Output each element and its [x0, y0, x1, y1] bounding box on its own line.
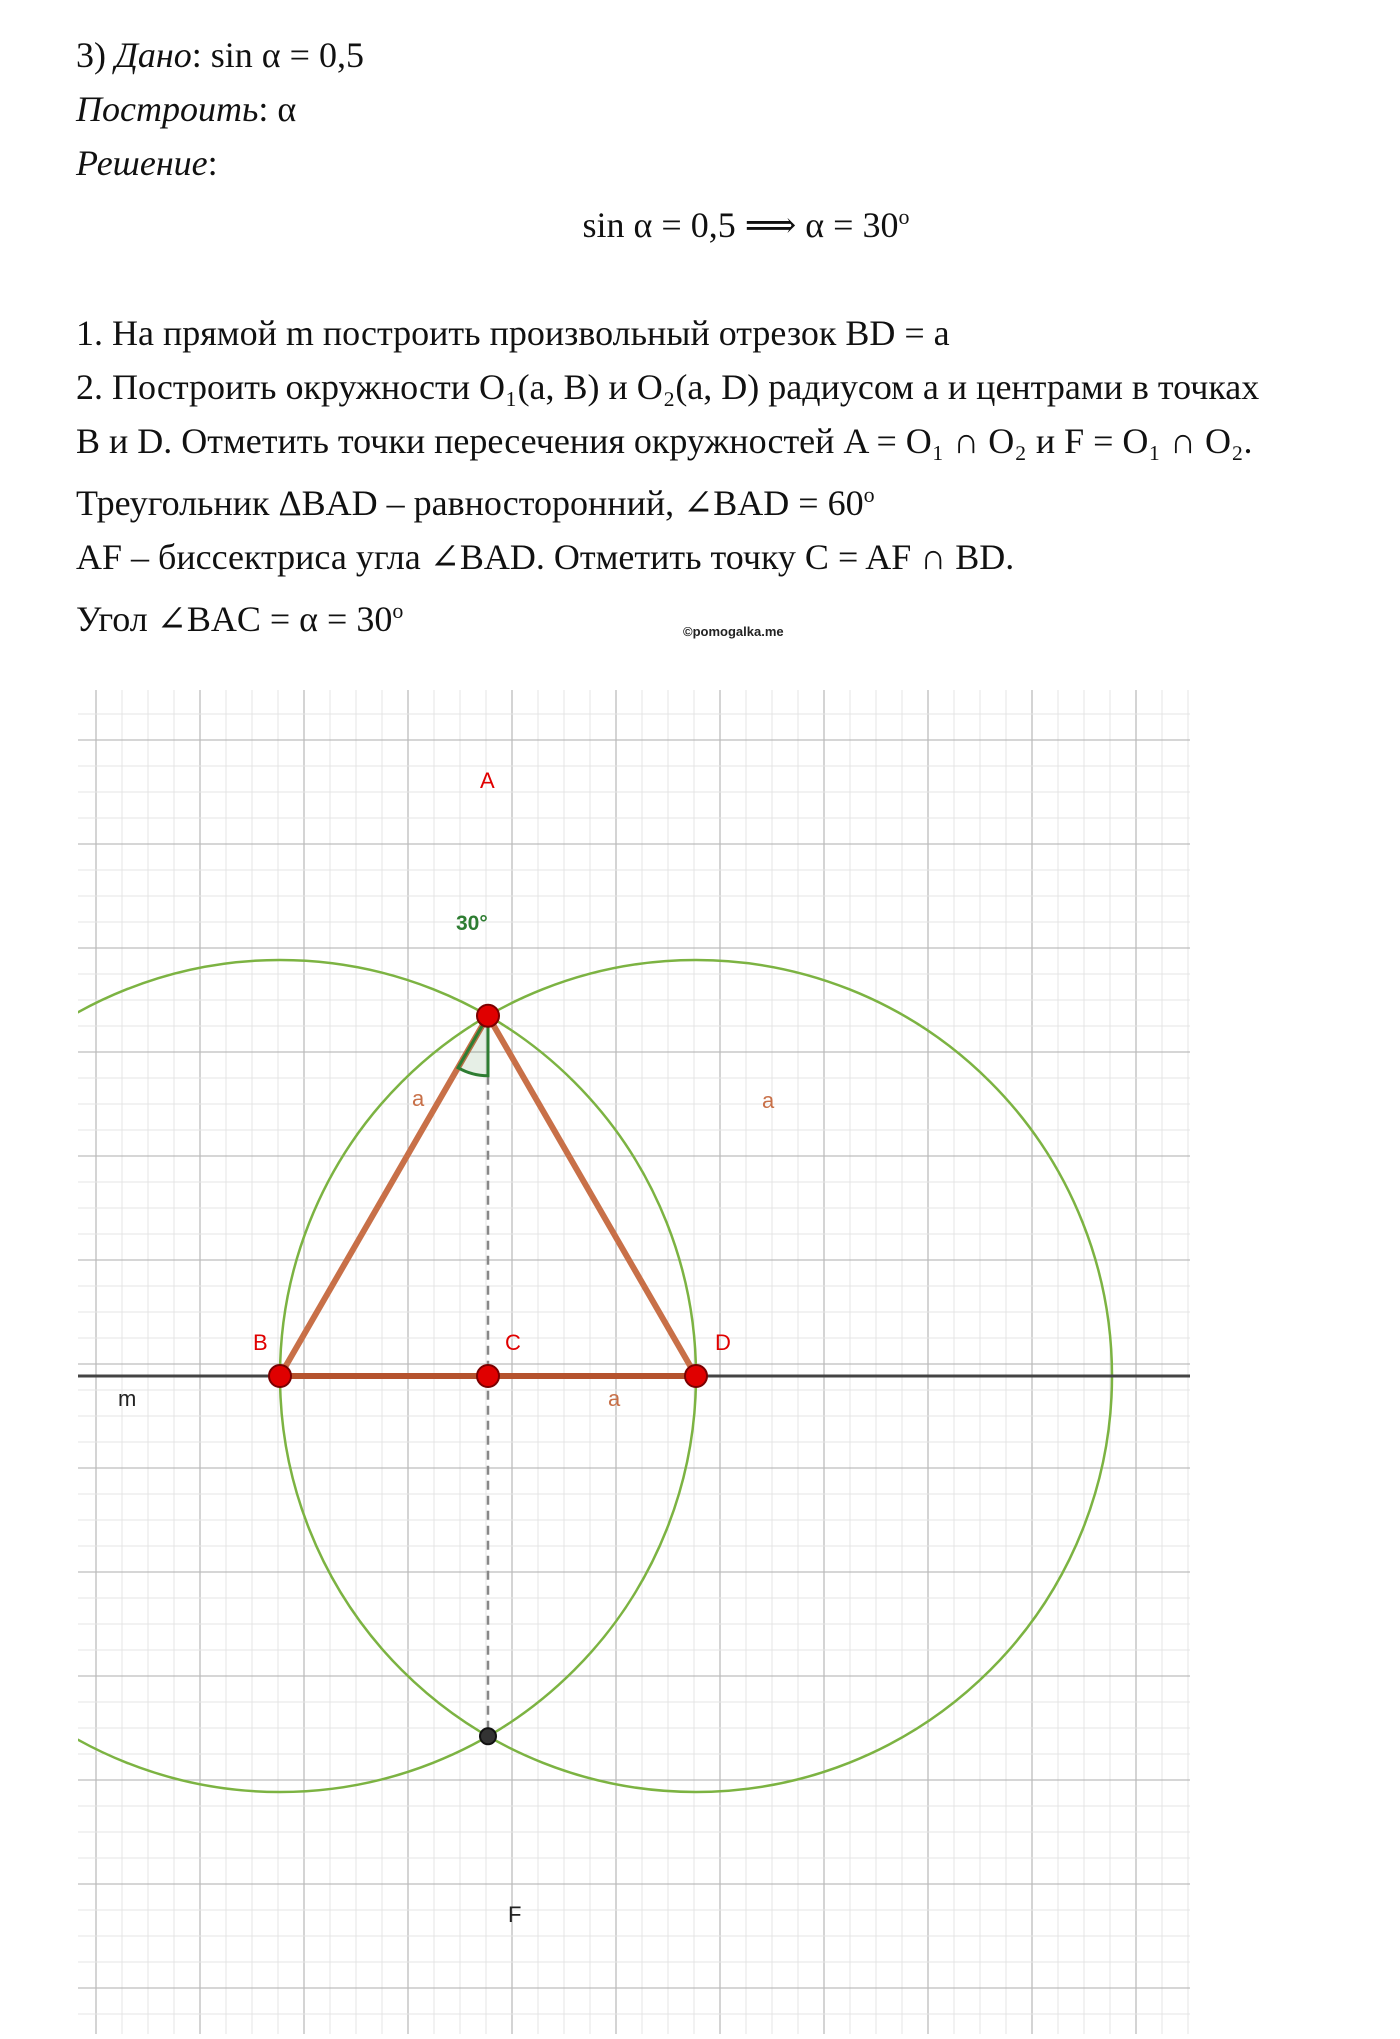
solution-text: [76, 28, 1376, 646]
point-c: [477, 1365, 499, 1387]
solution-colon: :: [207, 143, 218, 183]
formula-degree: o: [898, 204, 910, 229]
point-a: [477, 1005, 499, 1027]
step-2-line-2: B и D. Отметить точки пересечения окружностей A = O₁ ∩ O₂ и F = O₁ ∩ O₂.: [76, 421, 1253, 461]
step-1: 1. На прямой m построить произвольный отрезок BD = a: [76, 313, 950, 353]
step-3-degree: o: [863, 482, 875, 507]
formula-line: [76, 190, 1376, 252]
step-3: [76, 468, 1376, 530]
point-label-f: F: [508, 1902, 522, 1927]
step-5-degree: o: [392, 598, 404, 623]
point-f: [480, 1728, 496, 1744]
side-ad: [488, 1016, 696, 1376]
angle-label: 30°: [456, 912, 488, 935]
side-label-ad: a: [762, 1088, 775, 1113]
line-label-m: m: [118, 1386, 137, 1411]
task-number: 3): [76, 35, 106, 75]
lines: [78, 1016, 1190, 1737]
solution-line: [76, 136, 1376, 190]
side-label-bd: a: [608, 1386, 621, 1411]
point-label-a: A: [480, 768, 495, 793]
step-5-text: Угол ∠BAC = α = 30: [76, 599, 393, 639]
construct-value: : α: [258, 89, 297, 129]
step-4: AF – биссектриса угла ∠BAD. Отметить точку C = AF ∩ BD.: [76, 537, 1015, 577]
construct-line: [76, 82, 1376, 136]
side-ab: [280, 1016, 488, 1376]
step-2-line-1: 2. Построить окружности O₁(a, B) и O₂(a, D) радиусом a и центрами в точках: [76, 367, 1260, 407]
solution-label: Решение: [76, 143, 208, 183]
given-label: Дано: [115, 35, 192, 75]
point-d: [685, 1365, 707, 1387]
given-value: : sin α = 0,5: [191, 35, 364, 75]
point-b: [269, 1365, 291, 1387]
construct-label: Построить: [76, 89, 259, 129]
step-3-text: Треугольник ΔBAD – равносторонний, ∠BAD = 60: [76, 483, 864, 523]
given-line: [76, 28, 1376, 82]
point-label-d: D: [715, 1330, 731, 1355]
grid: [78, 690, 1190, 2034]
construction-figure: [78, 690, 1190, 2039]
construction-svg: [78, 690, 1190, 2034]
formula: sin α = 0,5 ⟹ α = 30: [582, 205, 899, 245]
point-label-b: B: [253, 1330, 268, 1355]
watermark: ©pomogalka.me: [683, 624, 784, 639]
point-label-c: C: [505, 1330, 521, 1355]
side-label-ab: a: [412, 1086, 425, 1111]
